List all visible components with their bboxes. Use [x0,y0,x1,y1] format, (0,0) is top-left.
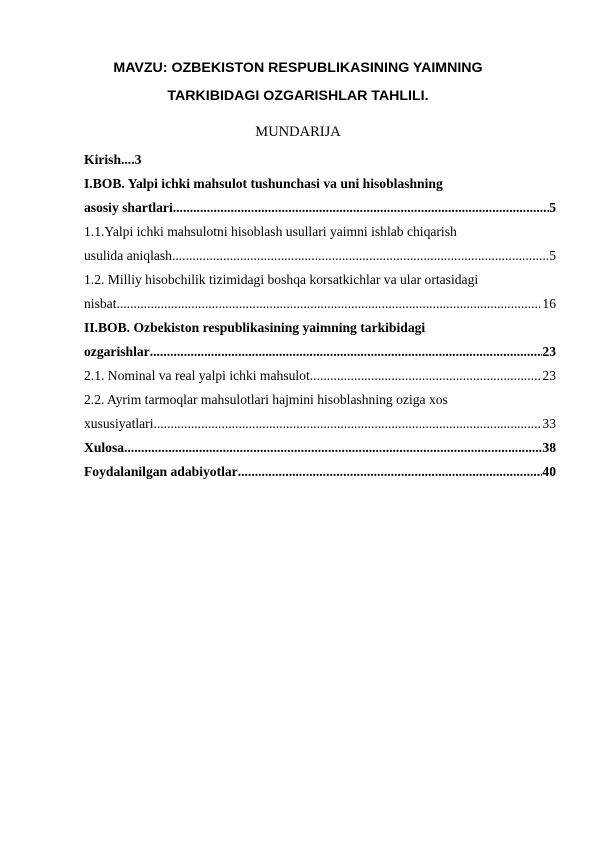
toc-intro-label: Kirish....3 [84,152,142,167]
toc-section-1-2-page: 16 [542,296,556,311]
toc-conclusion-page: 38 [542,440,556,455]
toc-references-title: Foydalanilgan adabiyotlar [84,464,238,479]
toc-entry-section-1-1 [84,220,556,244]
toc-references-page: 40 [542,464,556,479]
table-of-contents [84,148,556,484]
toc-section-2-1-page: 23 [542,368,556,383]
toc-leader-dots [238,460,543,484]
toc-entry-section-1-1-cont [84,244,556,268]
toc-chapter-1-title: I.BOB. Yalpi ichki mahsulot tushunchasi va uni hisoblashning [84,176,443,191]
toc-chapter-1-title-cont: asosiy shartlari [84,200,173,215]
toc-section-1-1-page: 5 [549,248,556,263]
toc-entry-chapter-2 [84,316,556,340]
contents-heading: MUNDARIJA [255,124,341,140]
toc-leader-dots [116,292,542,316]
toc-section-1-1-title: 1.1.Yalpi ichki mahsulotni hisoblash usullari yaimni ishlab chiqarish [84,224,457,239]
document-title-line-1: MAVZU: OZBEKISTON RESPUBLIKASINING YAIMNING [113,60,483,76]
toc-section-2-2-title: 2.2. Ayrim tarmoqlar mahsulotlari hajmini hisoblashning oziga xos [84,392,448,407]
toc-section-2-1-title: 2.1. Nominal va real yalpi ichki mahsulot [84,368,310,383]
toc-entry-section-2-2 [84,388,556,412]
toc-section-1-1-title-cont: usulida aniqlash [84,248,172,263]
toc-entry-intro [84,148,556,172]
toc-leader-dots [150,340,543,364]
toc-chapter-1-page: 5 [549,200,556,215]
toc-chapter-2-title: II.BOB. Ozbekiston respublikasining yaimning tarkibidagi [84,320,426,335]
toc-leader-dots [172,244,549,268]
toc-section-2-2-page: 33 [542,416,556,431]
toc-section-1-2-title: 1.2. Milliy hisobchilik tizimidagi boshqa korsatkichlar va ular ortasidagi [84,272,479,287]
toc-leader-dots [124,436,542,460]
document-title-line-2: TARKIBIDAGI OZGARISHLAR TAHLILI. [167,88,429,104]
toc-conclusion-title: Xulosa [84,440,125,455]
toc-entry-chapter-2-cont [84,340,556,364]
toc-chapter-2-title-cont: ozgarishlar [84,344,150,359]
toc-leader-dots [310,364,543,388]
toc-entry-conclusion [84,436,556,460]
toc-chapter-2-page: 23 [542,344,556,359]
toc-section-1-2-title-cont: nisbat [84,296,117,311]
toc-entry-section-1-2-cont [84,292,556,316]
toc-leader-dots [173,196,549,220]
toc-leader-dots [153,412,542,436]
toc-entry-chapter-1-cont [84,196,556,220]
toc-section-2-2-title-cont: xususiyatlari [84,416,154,431]
toc-entry-section-2-2-cont [84,412,556,436]
toc-entry-chapter-1 [84,172,556,196]
toc-entry-references [84,460,556,484]
toc-entry-section-1-2 [84,268,556,292]
toc-entry-section-2-1 [84,364,556,388]
